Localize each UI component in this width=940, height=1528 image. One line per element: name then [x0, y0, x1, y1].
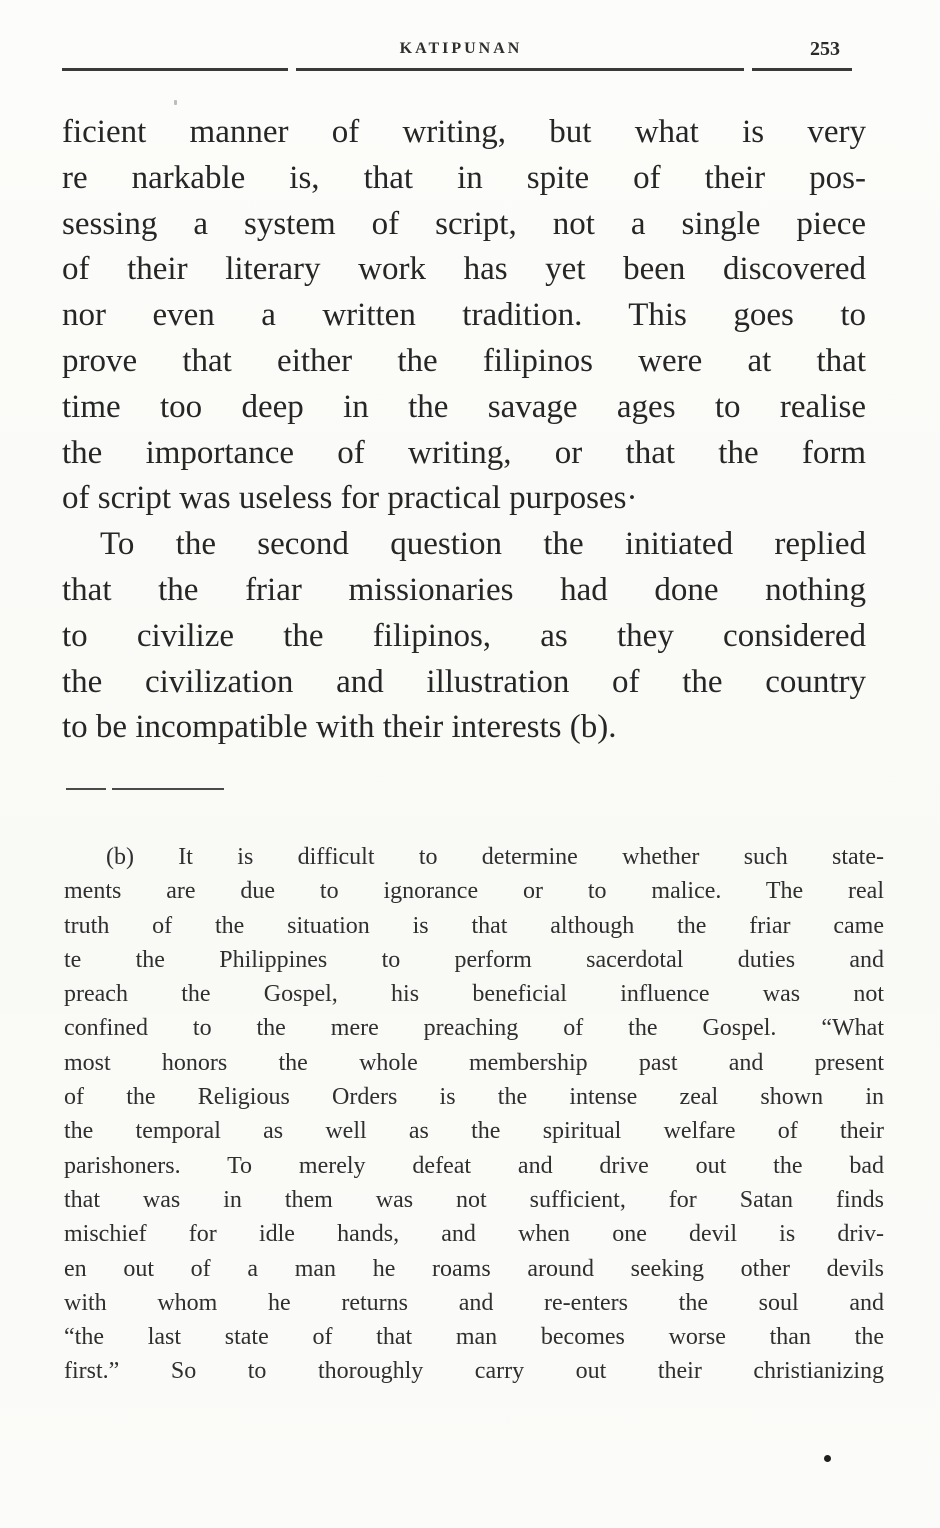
text-line: of their literary work has yet been discovered [62, 251, 866, 288]
text-line: that the friar missionaries had done nothing [62, 571, 866, 608]
footnote [64, 840, 884, 1389]
footnote-line: of the Religious Orders is the intense zeal shown in [64, 1084, 884, 1111]
footnote-line: mischief for idle hands, and when one devil is driv- [64, 1221, 884, 1248]
header-rule [62, 68, 860, 72]
footnote-line: “the last state of that man becomes worse than the [64, 1324, 884, 1351]
footnote-line: preach the Gospel, his beneficial influence was not [64, 981, 884, 1008]
text-line: the importance of writing, or that the form [62, 434, 866, 471]
footnote-line: that was in them was not sufficient, for Satan finds [64, 1186, 884, 1213]
footnote-line: most honors the whole membership past and present [64, 1049, 884, 1076]
text-line: ficient manner of writing, but what is very [62, 114, 866, 150]
footnote-line: confined to the mere preaching of the Gospel. “What [64, 1015, 884, 1042]
footnote-line: (b) It is difficult to determine whether such state- [106, 844, 884, 870]
footnote-line: first.” So to thoroughly carry out their christianizing [64, 1358, 884, 1385]
header-rule-segment [752, 68, 852, 71]
running-header [62, 38, 860, 68]
text-line: to civilize the filipinos, as they considered [62, 617, 866, 654]
print-speck [174, 100, 177, 105]
footnote-line: ments are due to ignorance or to malice. The real [64, 878, 884, 905]
footnote-line: with whom he returns and re-enters the soul and [64, 1289, 884, 1316]
footnote-separator [66, 788, 232, 790]
running-title: KATIPUNAN [399, 40, 523, 57]
text-line: sessing a system of script, not a single piece [62, 205, 866, 242]
text-line: the civilization and illustration of the country [62, 663, 866, 700]
header-rule-segment [62, 68, 288, 71]
page-number: 253 [810, 38, 840, 60]
footnote-line: truth of the situation is that although the friar came [64, 912, 884, 939]
separator-segment [66, 788, 106, 790]
separator-segment [112, 788, 224, 790]
text-line: time too deep in the savage ages to realise [62, 388, 866, 425]
print-dot [824, 1455, 831, 1462]
text-line: re narkable is, that in spite of their pos- [62, 159, 866, 196]
text-line: to be incompatible with their interests (b). [62, 709, 617, 746]
footnote-line: te the Philippines to perform sacerdotal duties and [64, 946, 884, 973]
main-text [62, 110, 866, 751]
text-line: To the second question the initiated replied [100, 526, 866, 563]
header-rule-segment [296, 68, 744, 71]
footnote-line: parishoners. To merely defeat and drive out the bad [64, 1152, 884, 1179]
footnote-line: en out of a man he roams around seeking other devils [64, 1255, 884, 1282]
text-line: nor even a written tradition. This goes to [62, 297, 866, 334]
text-line: prove that either the filipinos were at that [62, 342, 866, 379]
footnote-line: the temporal as well as the spiritual welfare of their [64, 1118, 884, 1145]
text-line: of script was useless for practical purposes· [62, 480, 638, 517]
